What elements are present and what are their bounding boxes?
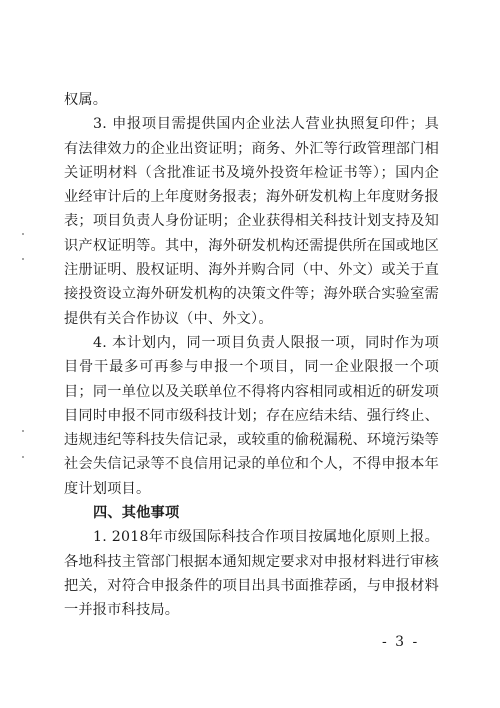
page-number: - 3 - (382, 634, 420, 650)
paragraph-continuation: 权属。 (64, 92, 108, 108)
scan-margin-mark (22, 258, 24, 260)
scan-margin-mark (22, 456, 24, 458)
scan-margin-mark (22, 233, 24, 235)
paragraph-item-4: 4. 本计划内，同一项目负责人限报一项，同时作为项目骨干最多可再参与申报一个项目，同一企业限报一个项目；同一单位以及关联单位不得将内容相同或相近的研发项目同时申报不同市级科技计划；存在应结未结、强行终止、违规违纪等科技失信记录，或较重的偷税漏税、环境污染等社会失信记录等不良信用记录的单位和个人，不得申报本年度计划项目。 (64, 334, 439, 497)
paragraph-item-3: 3. 申报项目需提供国内企业法人营业执照复印件；具有法律效力的企业出资证明；商务、外汇等行政管理部门相关证明材料（含批准证书及境外投资年检证书等）；国内企业经审计后的上年度财务报表；海外研发机构上年度财务报表；项目负责人身份证明；企业获得相关科技计划支持及知识产权证明等。其中，海外研发机构还需提供所在国或地区注册证明、股权证明、海外并购合同（中、外文）或关于直接投资设立海外研发机构的决策文件等；海外联合实验室需提供有关合作协议（中、外文）。 (64, 116, 439, 327)
document-body (64, 88, 439, 623)
paragraph-other-item-1: 1. 2018年市级国际科技合作项目按属地化原则上报。各地科技主管部门根据本通知规定要求对申报材料进行审核把关，对符合申报条件的项目出具书面推荐函，与申报材料一并报市科技局。 (64, 529, 439, 619)
scan-margin-mark (22, 430, 24, 432)
section-heading-other-matters: 四、其他事项 (93, 505, 180, 522)
